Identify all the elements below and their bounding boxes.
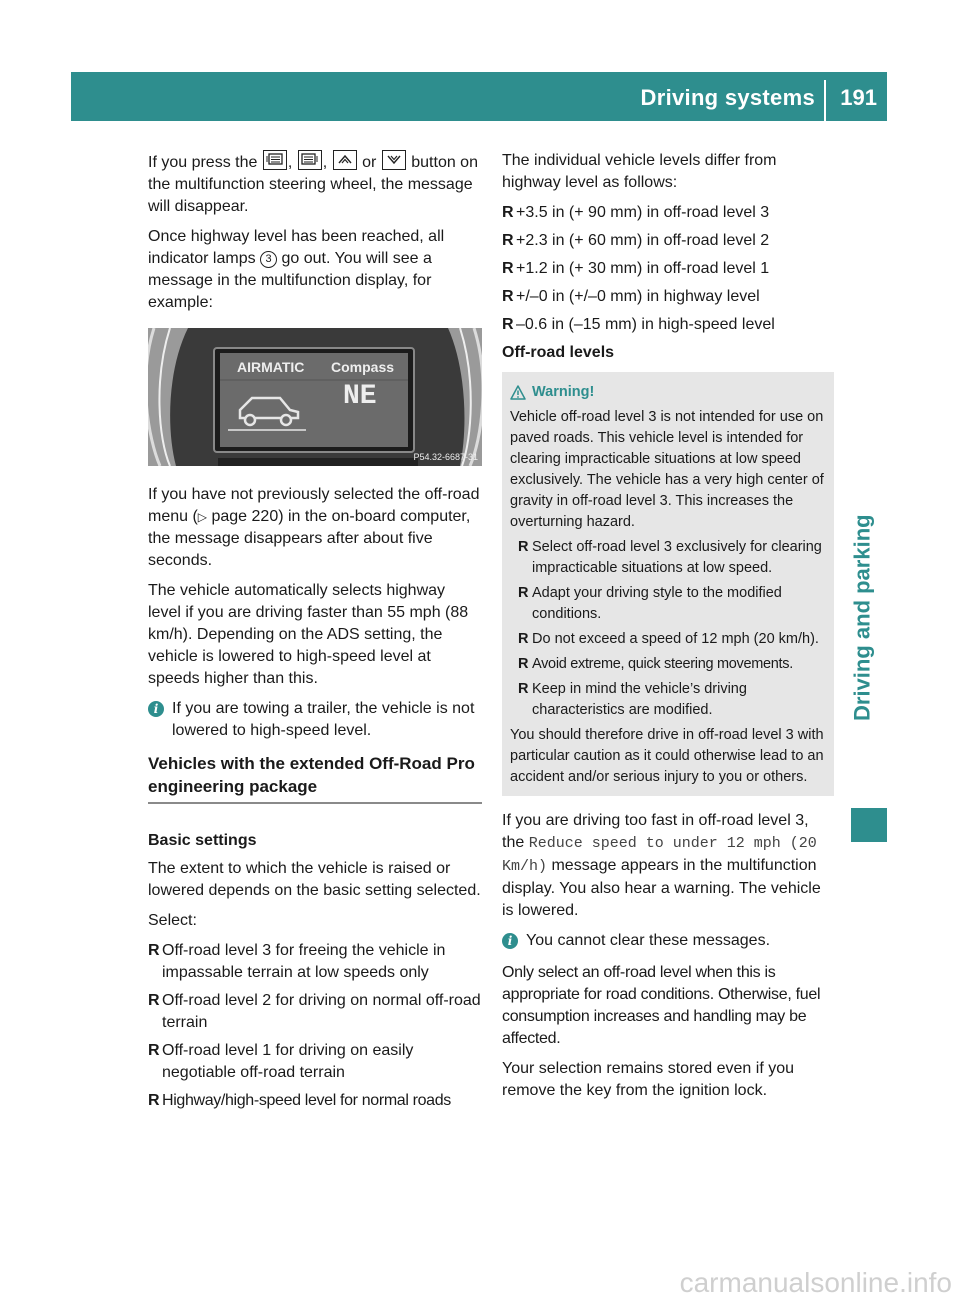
paragraph-levels-intro: The individual vehicle levels differ from highway level as follows: [502, 152, 777, 191]
display-button-alt-icon [298, 150, 322, 170]
down-arrow-button-icon [382, 150, 406, 170]
info-note-messages: i You cannot clear these messages. [502, 930, 834, 952]
section-heading-offroad-pro: Vehicles with the extended Off-Road Pro engineering package [148, 752, 482, 804]
info-icon: i [502, 933, 518, 949]
list-item: R +2.3 in (+ 60 mm) in off-road level 2 [502, 230, 834, 252]
display-message: Reduce speed to under 12 mph (20 Km/h) [502, 835, 817, 875]
bullet-marker: R [502, 316, 514, 333]
list-item: R –0.6 in (–15 mm) in high-speed level [502, 314, 834, 336]
bullet-marker: R [502, 260, 514, 277]
bullet-marker: R [148, 942, 160, 959]
list-item: R Avoid extreme, quick steering movements. [518, 654, 826, 675]
page-ref-arrow-icon: ▷ [197, 510, 208, 524]
list-item: R Off-road level 2 for driving on normal off-road terrain [148, 990, 482, 1034]
bullet-marker: R [518, 656, 529, 672]
bullet-marker: R [502, 204, 514, 221]
image-code: P54.32-6687-31 [413, 452, 478, 462]
indicator-lamp-ref-icon: 3 [260, 251, 277, 268]
bullet-marker: R [518, 631, 529, 647]
list-item: R Off-road level 1 for driving on easily negotiable off-road terrain [148, 1040, 482, 1084]
list-item: R +/–0 in (+/–0 mm) in highway level [502, 286, 834, 308]
list-item: R Keep in mind the vehicle’s driving characteristics are modified. [518, 679, 826, 721]
side-tab-marker [851, 808, 887, 842]
right-column [502, 150, 834, 1110]
paragraph-selection-stored: Your selection remains stored even if you remove the key from the ignition lock. [502, 1060, 795, 1099]
paragraph-auto-highway: The vehicle automatically selects highway level if you are driving faster than 55 mph (88 km/h). Depending on the ADS setting, the vehicle is lowered to high-speed level at speeds higher than this. [148, 582, 469, 687]
page-number: 191 [840, 85, 877, 110]
paragraph-highway-level: Once highway level has been reached, all indicator lamps 3 go out. You will see a message in the multifunction display, for example: [148, 228, 445, 311]
left-column [148, 150, 482, 1118]
warning-box [502, 372, 834, 796]
list-item: R +3.5 in (+ 90 mm) in off-road level 3 [502, 202, 834, 224]
warning-title: Warning! [510, 382, 826, 403]
bullet-marker: R [148, 992, 160, 1009]
side-tab-text: Driving and parking [849, 514, 875, 721]
bullet-marker: R [502, 232, 514, 249]
warning-footer: You should therefore drive in off-road level 3 with particular caution as it could otherwise lead to an accident and/or serious injury to you or others. [510, 727, 824, 785]
basic-settings-heading: Basic settings [148, 832, 257, 849]
warning-triangle-icon [510, 385, 526, 400]
paragraph-basic-settings: The extent to which the vehicle is raised or lowered depends on the basic setting selected. [148, 860, 481, 899]
display-label-compass: Compass [331, 359, 395, 375]
page-header [71, 72, 887, 121]
display-heading-value: NE [343, 381, 377, 412]
header-divider [824, 80, 826, 121]
warning-body: Vehicle off-road level 3 is not intended for use on paved roads. This vehicle level is intended for clearing impracticable situations at low speed exclusively. The vehicle has a very high center of gravity in off-road level 3. This increases the overturning hazard. [510, 409, 824, 530]
section-title: Driving systems [640, 85, 815, 110]
bullet-marker: R [518, 585, 529, 601]
side-tab-label [838, 121, 887, 721]
paragraph-only-select: Only select an off-road level when this is appropriate for road conditions. Otherwise, fuel consumption increases and handling may be affected. [502, 964, 821, 1047]
bullet-marker: R [148, 1042, 160, 1059]
display-button-icon [263, 150, 287, 170]
watermark: carmanualsonline.info [679, 1267, 952, 1298]
bullet-marker: R [518, 539, 529, 555]
list-item: R +1.2 in (+ 30 mm) in off-road level 1 [502, 258, 834, 280]
list-item: R Adapt your driving style to the modified conditions. [518, 583, 826, 625]
bullet-marker: R [518, 681, 529, 697]
bullet-marker: R [148, 1092, 160, 1109]
up-arrow-button-icon [333, 150, 357, 170]
multifunction-display-image [148, 328, 482, 466]
list-item: R Highway/high-speed level for normal roads [148, 1090, 482, 1112]
offroad-levels-heading: Off-road levels [502, 344, 615, 361]
select-label: Select: [148, 912, 197, 929]
paragraph-offroad-menu: If you have not previously selected the off-road menu (▷ page 220) in the on-board computer, the message disappears after about five seconds. [148, 486, 480, 569]
list-item: R Off-road level 3 for freeing the vehicle in impassable terrain at low speeds only [148, 940, 482, 984]
bullet-marker: R [502, 288, 514, 305]
info-note-trailer: i If you are towing a trailer, the vehicle is not lowered to high-speed level. [148, 698, 482, 742]
warning-list [510, 537, 826, 721]
paragraph-too-fast: If you are driving too fast in off-road level 3, the Reduce speed to under 12 mph (20 Km/h) message appears in the multifunction display. You also hear a warning. The vehicle is lowered. [502, 812, 821, 919]
list-item: R Select off-road level 3 exclusively for clearing impracticable situations at low speed. [518, 537, 826, 579]
display-label-airmatic: AIRMATIC [237, 359, 305, 375]
info-icon: i [148, 701, 164, 717]
list-item: R Do not exceed a speed of 12 mph (20 km/h). [518, 629, 826, 650]
paragraph-press-button: If you press the , , or button on the multifunction steering wheel, the message will disappear. [148, 150, 482, 218]
